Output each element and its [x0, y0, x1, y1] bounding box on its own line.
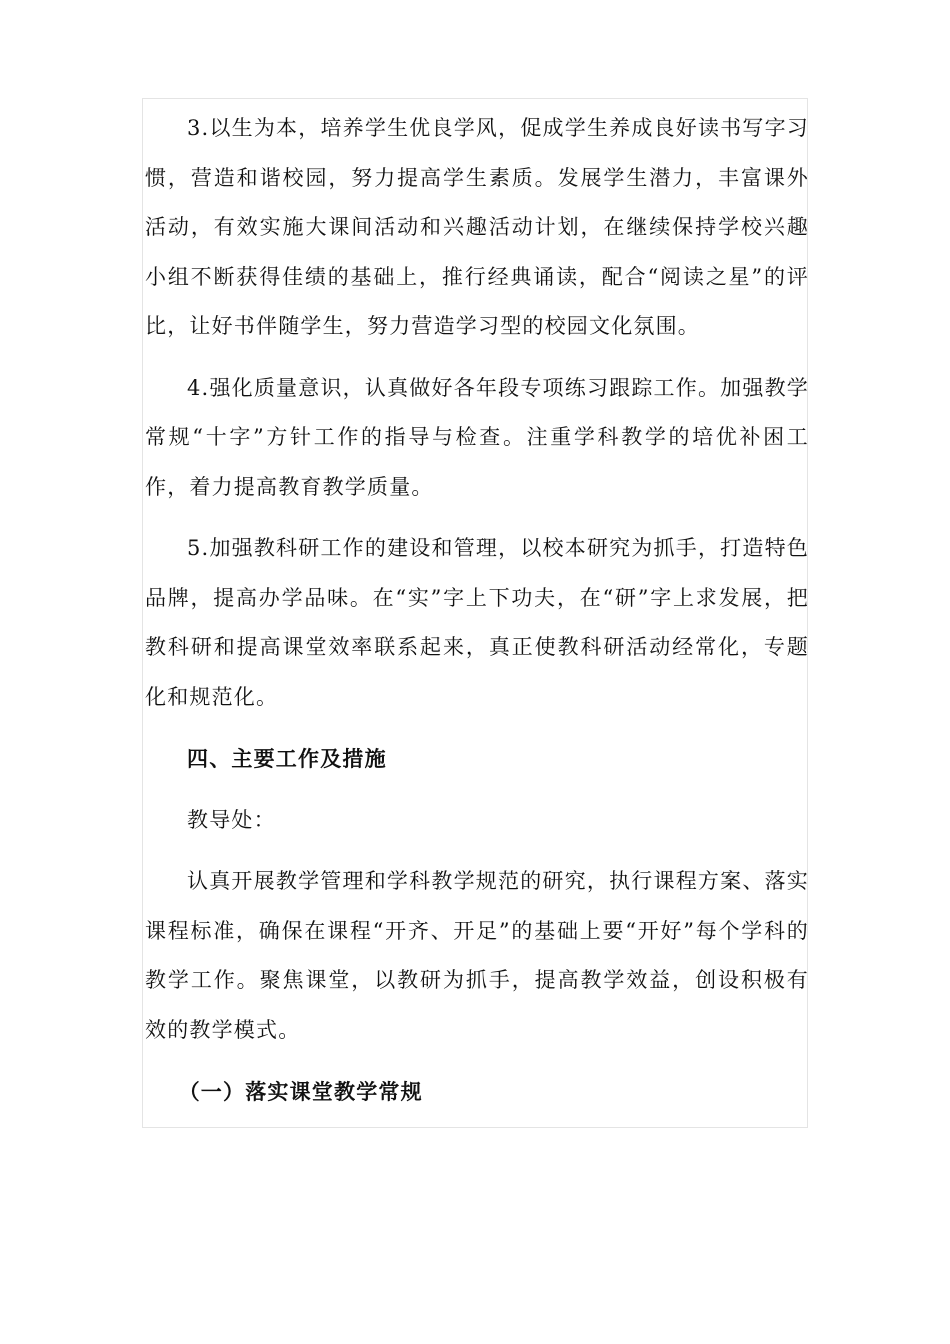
section-heading: 四、主要工作及措施: [187, 746, 387, 771]
paragraph-3: 3.以生为本，培养学生优良学风，促成学生养成良好读书写字习惯，营造和谐校园，努力提高学生素质。发展学生潜力，丰富课外活动，有效实施大课间活动和兴趣活动计划，在继续保持学校兴趣小组不断获得佳绩的基础上，推行经典诵读，配合“阅读之星”的评比，让好书伴随学生，努力营造学习型的校园文化氛围。: [145, 116, 809, 338]
department-label: 教导处：: [187, 807, 276, 832]
paragraph-5: 5.加强教科研工作的建设和管理，以校本研究为抓手，打造特色品牌，提高办学品味。在“实”字上下功夫，在“研”字上求发展，把教科研和提高课堂效率联系起来，真正使教科研活动经常化，专题化和规范化。: [145, 536, 809, 709]
subsection-heading: （一）落实课堂教学常规: [178, 1079, 423, 1104]
paragraph-4: 4.强化质量意识，认真做好各年段专项练习跟踪工作。加强教学常规“十字”方针工作的指导与检查。注重学科教学的培优补困工作，着力提高教育教学质量。: [145, 375, 809, 499]
department-paragraph: 认真开展教学管理和学科教学规范的研究，执行课程方案、落实课程标准，确保在课程“开齐、开足”的基础上要“开好”每个学科的教学工作。聚焦课堂，以教研为抓手，提高教学效益，创设积极有效的教学模式。: [145, 869, 809, 1042]
document-body: [145, 104, 809, 1117]
